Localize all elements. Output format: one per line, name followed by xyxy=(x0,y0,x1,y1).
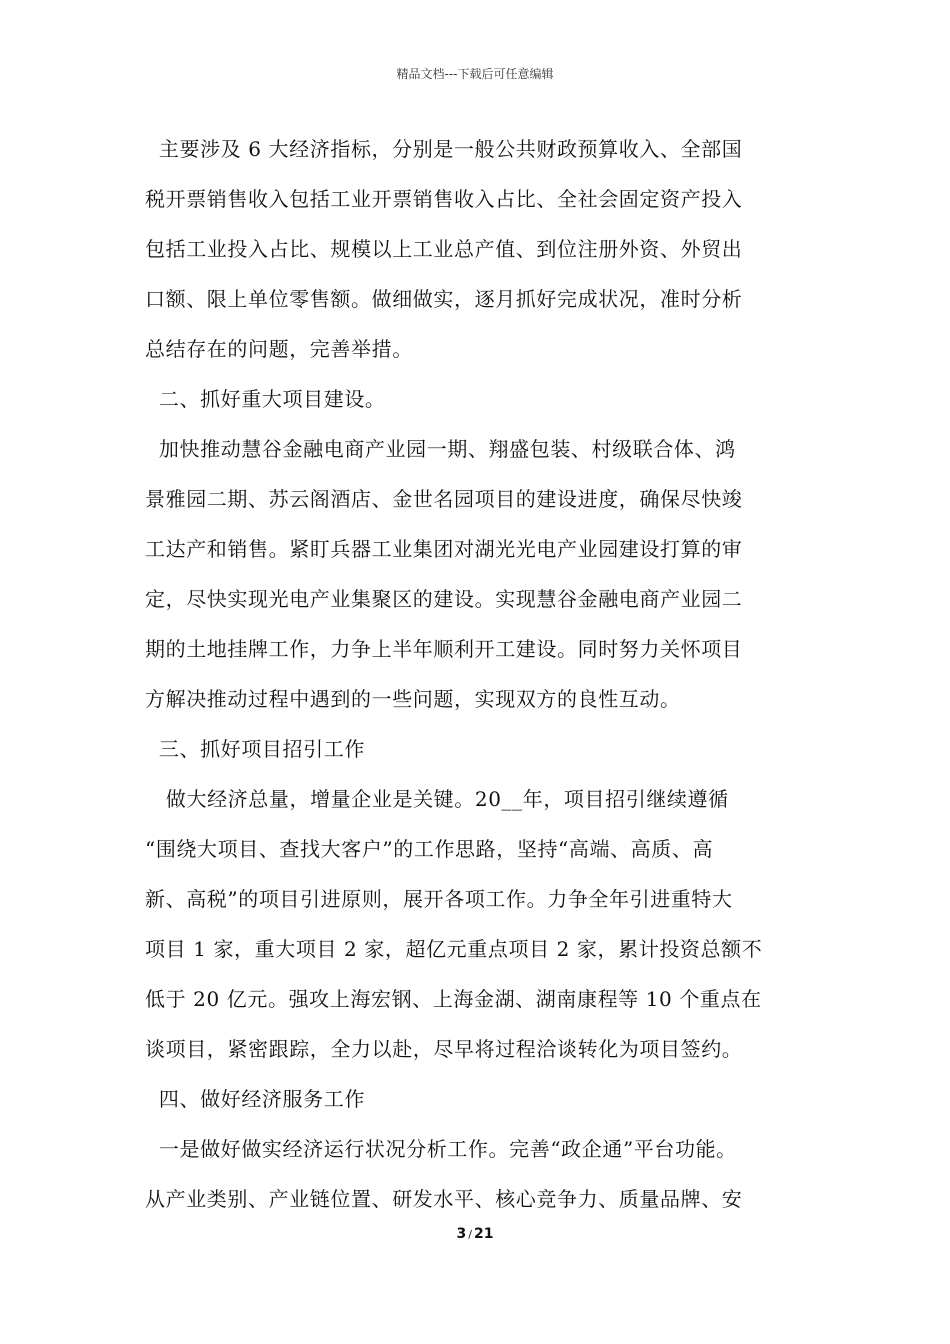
page-separator: / xyxy=(468,1228,472,1241)
text-line: 谈项目，紧密跟踪，全力以赴，尽早将过程洽谈转化为项目签约。 xyxy=(145,1037,743,1061)
section-heading: 二、抓好重大项目建设。 xyxy=(145,387,386,411)
total-pages-number: 21 xyxy=(473,1226,494,1242)
text-line: 定，尽快实现光电产业集聚区的建设。实现慧谷金融电商产业园二 xyxy=(145,587,743,611)
text-line: 从产业类别、产业链位置、研发水平、核心竞争力、质量品牌、安 xyxy=(145,1187,743,1211)
text-line: 方解决推动过程中遇到的一些问题，实现双方的良性互动。 xyxy=(145,687,681,711)
text-line: 主要涉及 6 大经济指标，分别是一般公共财政预算收入、全部国 xyxy=(145,137,743,161)
section-heading: 三、抓好项目招引工作 xyxy=(145,737,365,761)
text-line: 期的土地挂牌工作，力争上半年顺利开工建设。同时努力关怀项目 xyxy=(145,637,743,661)
text-line: 总结存在的问题，完善举措。 xyxy=(145,337,413,361)
text-line: 税开票销售收入包括工业开票销售收入占比、全社会固定资产投入 xyxy=(145,187,743,211)
text-line: “围绕大项目、查找大客户”的工作思路，坚持“高端、高质、高 xyxy=(145,837,714,861)
text-line: 景雅园二期、苏云阁酒店、金世名园项目的建设进度，确保尽快竣 xyxy=(145,487,743,511)
text-line: 口额、限上单位零售额。做细做实，逐月抓好完成状况，准时分析 xyxy=(145,287,743,311)
text-line: 工达产和销售。紧盯兵器工业集团对湖光光电产业园建设打算的审 xyxy=(145,537,743,561)
page-number xyxy=(0,1224,950,1245)
page-header: 精品文档---下载后可任意编辑 xyxy=(396,67,554,81)
text-line: 低于 20 亿元。强攻上海宏钢、上海金湖、湖南康程等 10 个重点在 xyxy=(145,987,762,1011)
document-body xyxy=(145,124,825,1224)
text-line: 项目 1 家，重大项目 2 家，超亿元重点项目 2 家，累计投资总额不 xyxy=(145,937,763,961)
text-line: 加快推动慧谷金融电商产业园一期、翔盛包装、村级联合体、鸿 xyxy=(145,437,736,461)
text-line: 新、高税”的项目引进原则，展开各项工作。力争全年引进重特大 xyxy=(145,887,733,911)
text-line: 做大经济总量，增量企业是关键。20__年，项目招引继续遵循 xyxy=(145,787,729,811)
current-page-number: 3 xyxy=(456,1226,467,1242)
text-line: 一是做好做实经济运行状况分析工作。完善“政企通”平台功能。 xyxy=(145,1137,737,1161)
section-heading: 四、做好经济服务工作 xyxy=(145,1087,365,1111)
text-line: 包括工业投入占比、规模以上工业总产值、到位注册外资、外贸出 xyxy=(145,237,743,261)
